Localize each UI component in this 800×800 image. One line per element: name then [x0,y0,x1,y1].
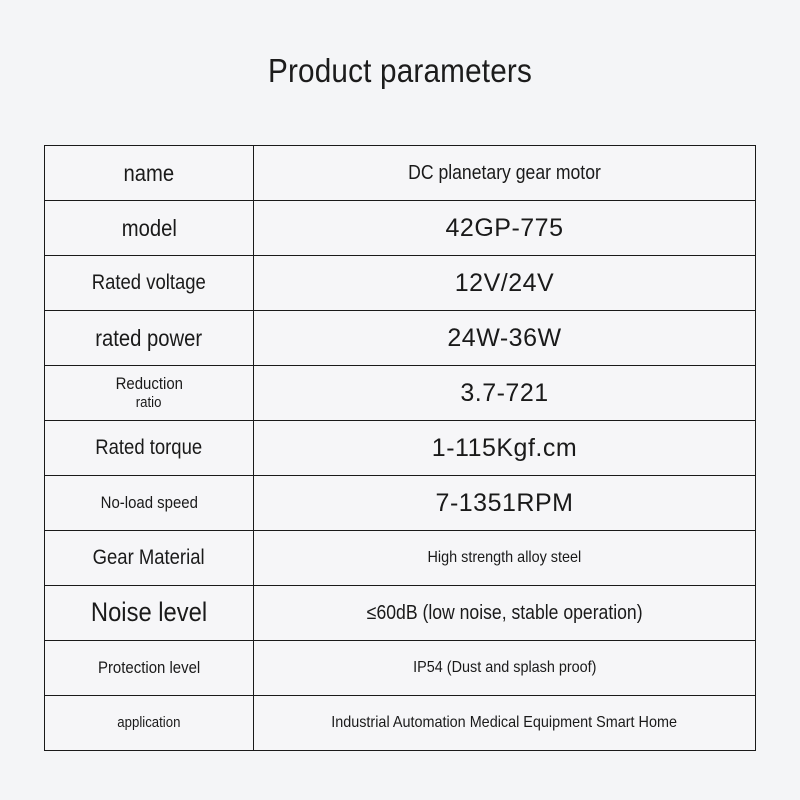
param-value: 24W-36W [447,323,562,352]
param-label-cell [45,201,254,256]
param-value: 3.7-721 [460,378,549,407]
param-label: name [123,159,175,186]
parameters-table [44,145,756,751]
param-value: High strength alloy steel [427,548,582,566]
table-row [45,476,756,531]
param-label: Noise level [90,597,208,628]
param-label-cell [45,421,254,476]
param-value: ≤60dB (low noise, stable operation) [366,601,643,624]
param-label: Rated voltage [91,270,207,294]
param-value-cell [254,641,756,696]
param-value: DC planetary gear motor [408,161,601,184]
param-label: model [121,214,177,241]
param-label: Rated torque [95,435,203,459]
table-row [45,256,756,311]
param-value: 42GP-775 [445,213,564,242]
param-value: Industrial Automation Medical Equipment Smart Home [331,713,678,731]
param-label-cell [45,146,254,201]
param-label: Protection level [97,658,201,677]
param-label-cell [45,366,254,421]
table-row [45,531,756,586]
param-label-cell [45,311,254,366]
param-value-cell [254,476,756,531]
param-value: 7-1351RPM [435,488,574,517]
table-row [45,696,756,751]
param-value-cell [254,696,756,751]
param-value: 12V/24V [454,268,555,297]
param-value-cell [254,366,756,421]
param-value: IP54 (Dust and splash proof) [412,658,597,676]
param-value-cell [254,256,756,311]
param-label: application [117,714,181,731]
param-label-cell [45,586,254,641]
param-label: rated power [95,324,203,351]
table-row [45,586,756,641]
table-row [45,201,756,256]
param-value: 1-115Kgf.cm [431,433,578,462]
page-title: Product parameters [267,52,533,89]
param-value-cell [254,421,756,476]
param-label-line1: Reduction [115,374,183,393]
param-value-cell [254,201,756,256]
param-value-cell [254,146,756,201]
table-row [45,421,756,476]
param-label-cell [45,256,254,311]
param-value-cell [254,311,756,366]
table-row [45,366,756,421]
param-value-cell [254,586,756,641]
table-row [45,641,756,696]
table-row [45,311,756,366]
param-label-cell [45,531,254,586]
param-label-line2: ratio [136,394,162,411]
param-label-cell [45,641,254,696]
param-label: Gear Material [93,545,205,569]
param-label-cell [45,696,254,751]
param-label-cell [45,476,254,531]
param-label: No-load speed [100,493,198,512]
table-row [45,146,756,201]
param-value-cell [254,531,756,586]
